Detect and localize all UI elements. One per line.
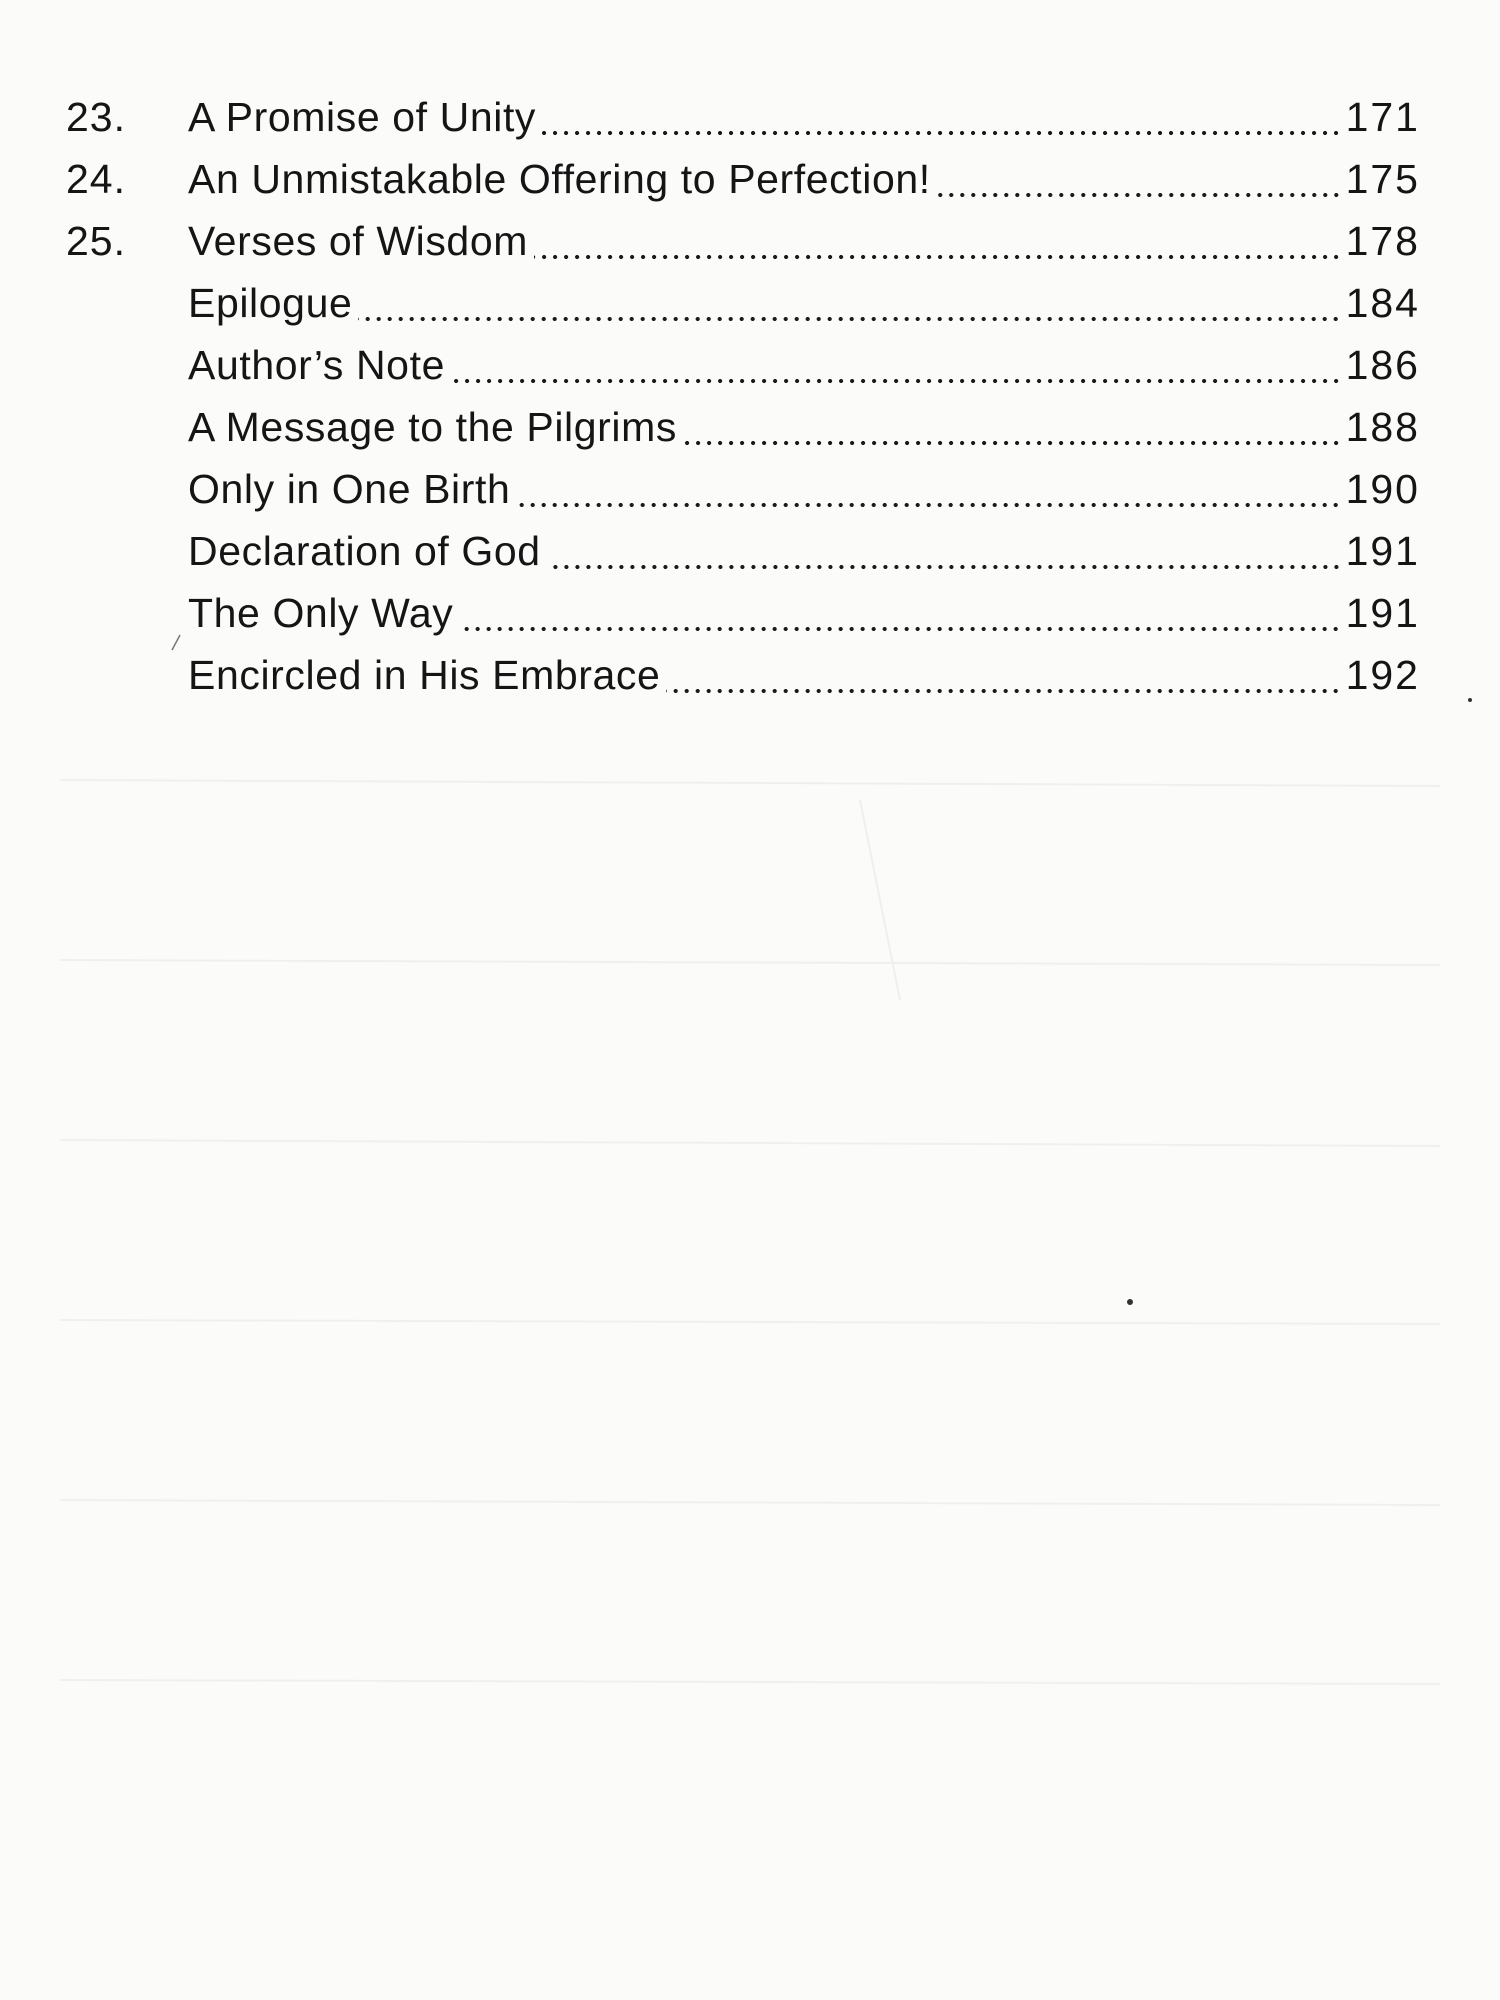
toc-entry-page-number: 175 [1345,156,1420,202]
toc-entry [0,148,1500,210]
toc-entry-title: A Message to the Pilgrims [188,404,677,450]
toc-entry [0,644,1500,706]
dot-leader [542,131,1342,135]
toc-entry-number: 23. [66,94,126,140]
toc-entry [0,458,1500,520]
toc-entry-page-number: 191 [1345,528,1420,574]
toc-entry-title: Epilogue [188,280,353,326]
toc-entry-line [188,94,1420,140]
table-of-contents [0,86,1500,706]
toc-entry-line [188,652,1420,698]
toc-entry-line [188,342,1420,388]
toc-entry-page-number: 192 [1345,652,1420,698]
toc-entry-line [188,528,1420,574]
toc-entry-line [188,404,1420,450]
dot-leader [516,503,1341,507]
dot-leader [459,627,1341,631]
toc-entry-line [188,156,1420,202]
toc-entry-title: Author’s Note [188,342,445,388]
dot-leader [534,255,1342,259]
toc-entry-line [188,218,1420,264]
toc-entry-title: A Promise of Unity [188,94,537,140]
toc-entry-page-number: 188 [1345,404,1420,450]
toc-entry-title: Declaration of God [188,528,541,574]
toc-entry [0,396,1500,458]
toc-entry-page-number: 191 [1345,590,1420,636]
toc-entry-line [188,466,1420,512]
toc-entry-page-number: 171 [1345,94,1420,140]
toc-entry-title: Encircled in His Embrace [188,652,661,698]
toc-entry [0,272,1500,334]
dot-leader [451,379,1342,383]
dot-leader [937,193,1342,197]
toc-entry-page-number: 186 [1345,342,1420,388]
toc-entry-page-number: 178 [1345,218,1420,264]
dot-leader [358,317,1341,321]
toc-entry-page-number: 190 [1345,466,1420,512]
toc-entry [0,210,1500,272]
dot-leader [547,565,1342,569]
toc-entry-line [188,280,1420,326]
toc-entry-title: The Only Way [188,590,454,636]
dot-leader [683,441,1342,445]
toc-entry [0,334,1500,396]
toc-entry-number: 24. [66,156,126,202]
toc-entry [0,520,1500,582]
toc-entry-title: Verses of Wisdom [188,218,528,264]
toc-entry-number: 25. [66,218,126,264]
toc-entry [0,86,1500,148]
toc-entry-title: An Unmistakable Offering to Perfection! [188,156,931,202]
dot-leader [666,689,1341,693]
toc-entry-line [188,590,1420,636]
toc-entry [0,582,1500,644]
toc-entry-page-number: 184 [1345,280,1420,326]
toc-entry-title: Only in One Birth [188,466,511,512]
